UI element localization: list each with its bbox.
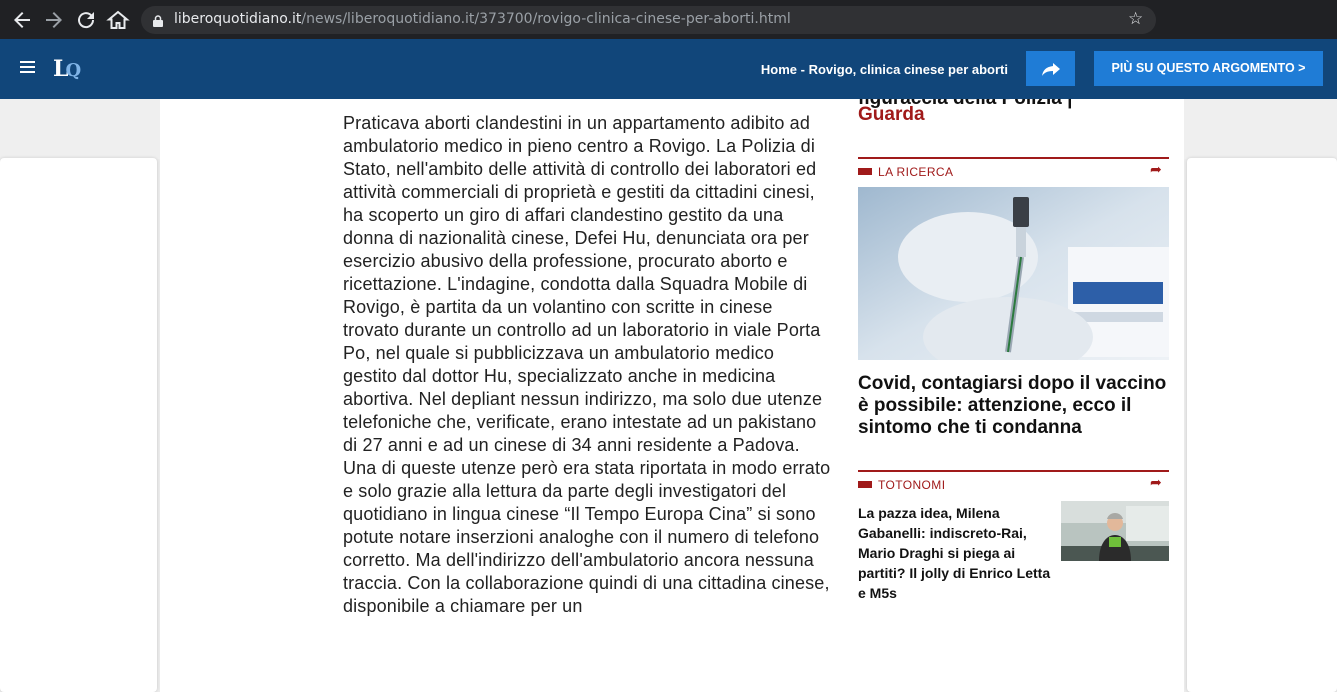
section-divider: [858, 470, 1169, 472]
left-ad-panel: [0, 158, 157, 692]
sidebar-headline-gabanelli[interactable]: La pazza idea, Milena Gabanelli: indiscreto-Rai, Mario Draghi si piega ai partiti? Il jolly di Enrico Letta e M5s: [858, 505, 1051, 601]
forward-icon[interactable]: [42, 8, 66, 32]
share-icon: [1041, 61, 1061, 77]
reload-icon[interactable]: [74, 8, 98, 32]
share-icon[interactable]: ➦: [1150, 475, 1162, 491]
back-icon[interactable]: [10, 8, 34, 32]
hamburger-icon[interactable]: [20, 61, 35, 76]
share-button[interactable]: [1026, 51, 1075, 86]
share-icon[interactable]: ➦: [1150, 162, 1162, 178]
sidebar-peek-link[interactable]: Guarda: [858, 104, 925, 125]
section-label-la-ricerca: [858, 165, 953, 179]
browser-toolbar: [0, 0, 1337, 39]
logo-q: Q: [65, 60, 82, 81]
header-overlap: [840, 87, 1180, 99]
logo-l: L: [53, 56, 69, 82]
section-divider: [858, 157, 1169, 159]
article-body: Praticava aborti clandestini in un appartamento adibito ad ambulatorio medico in pieno centro a Rovigo. La Polizia di Stato, nell'ambito delle attività di controllo dei laboratori ed attività commerciali di proprietà e gestiti da cittadini cinesi, ha scoperto un giro di affari clandestino gestito da una donna di nazionalità cinese, Defei Hu, denunciata ora per esercizio abusivo della professione, procurato aborto e ricettazione. L'indagine, condotta dalla Squadra Mobile di Rovigo, è partita da un volantino con scritte in cinese trovato durante un controllo ad un laboratorio in viale Porta Po, nel quale si pubblicizzava un ambulatorio medico gestito dal dottor Hu, specializzato anche in medicina abortiva. Nel depliant nessun indirizzo, ma solo due utenze telefoniche che, verificate, erano intestate ad un pakistano di 27 anni e ad un cinese di 34 anni residente a Padova. Una di queste utenze però era stata riportata in modo errato e solo grazie alla lettura da parte degli investigatori del quotidiano in lingua cinese “Il Tempo Europa Cina” si sono potute notare inserzioni analoghe con il numero di telefono corretto. Ma dell'indirizzo dell'ambulatorio ancora nessuna traccia. Con la collaborazione quindi di una cittadina cinese, disponibile a chiamare per un: [343, 113, 831, 616]
home-icon[interactable]: [106, 8, 130, 32]
sidebar-headline-covid[interactable]: Covid, contagiarsi dopo il vaccino è possibile: attenzione, ecco il sintomo che ti condanna: [858, 373, 1167, 438]
gabanelli-thumbnail[interactable]: [1061, 501, 1169, 561]
section-label-totonomi: [858, 478, 945, 492]
url-text[interactable]: [174, 11, 791, 27]
star-icon[interactable]: ☆: [1128, 9, 1144, 29]
url-path: /news/liberoquotidiano.it/373700/rovigo-clinica-cinese-per-aborti.html: [301, 11, 791, 27]
right-ad-panel: [1187, 158, 1337, 692]
more-on-topic-button[interactable]: PIÙ SU QUESTO ARGOMENTO >: [1094, 51, 1323, 86]
site-logo[interactable]: [53, 56, 81, 82]
vaccine-image[interactable]: [858, 187, 1169, 360]
lock-icon[interactable]: [153, 12, 163, 24]
section-label-text: LA RICERCA: [878, 165, 954, 179]
breadcrumb[interactable]: Home - Rovigo, clinica cinese per aborti: [760, 62, 1008, 77]
section-label-text: TOTONOMI: [878, 478, 946, 492]
url-host: liberoquotidiano.it: [174, 11, 302, 27]
